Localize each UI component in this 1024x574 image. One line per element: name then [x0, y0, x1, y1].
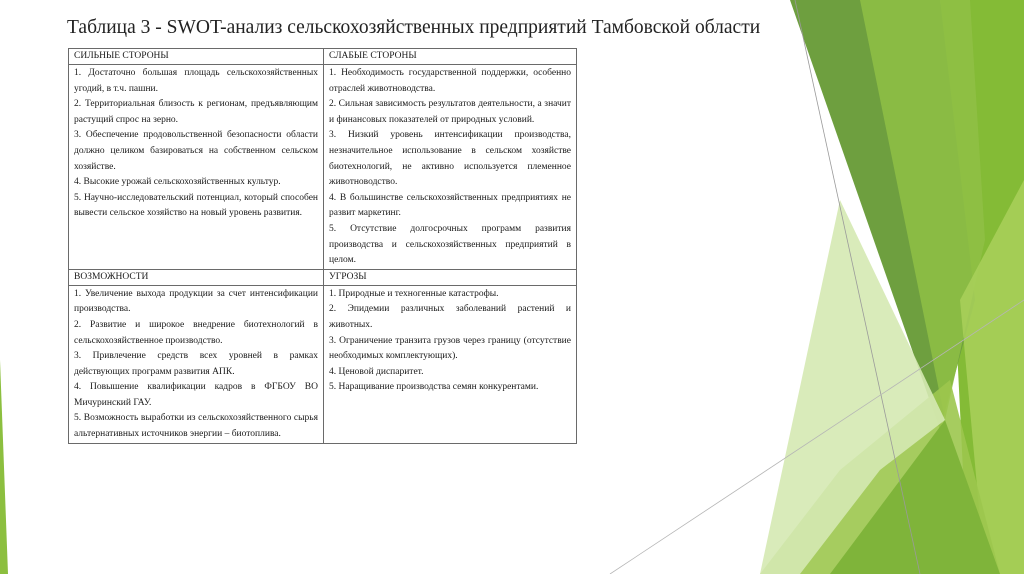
strength-item: 4. Высокие урожай сельскохозяйственных культур. [74, 177, 281, 188]
swot-content-row-top [69, 65, 577, 270]
threats-header: УГРОЗЫ [324, 269, 577, 285]
weaknesses-header: СЛАБЫЕ СТОРОНЫ [324, 49, 577, 65]
weaknesses-cell [324, 65, 577, 270]
opportunity-item: 1. Увеличение выхода продукции за счет интенсификации производства. [74, 288, 318, 315]
strengths-header: СИЛЬНЫЕ СТОРОНЫ [69, 49, 324, 65]
strength-item: 1. Достаточно большая площадь сельскохозяйственных угодий, в т.ч. пашни. [74, 68, 318, 94]
weakness-item: 4. В большинстве сельскохозяйственных предприятиях не развит маркетинг. [329, 192, 571, 219]
opportunity-item: 4. Повышение квалификации кадров в ФГБОУ ВО Мичуринский ГАУ. [74, 382, 318, 408]
threat-item: 2. Эпидемии различных заболеваний растений и животных. [329, 304, 571, 330]
swot-header-row-top [69, 49, 577, 65]
strengths-cell [69, 65, 324, 270]
opportunity-item: 3. Привлечение средств всех уровней в рамках действующих программ развития АПК. [74, 351, 318, 377]
opportunity-item: 5. Возможность выработки из сельскохозяйственного сырья альтернативных источников энергии – биотоплива. [74, 413, 318, 440]
swot-table [68, 48, 577, 444]
swot-content-row-bottom [69, 285, 577, 443]
swot-header-row-bottom [69, 269, 577, 285]
strength-item: 5. Научно-исследовательский потенциал, который способен вывести сельское хозяйство на новый уровень развития. [74, 192, 318, 219]
weakness-item: 3. Низкий уровень интенсификации производства, незначительное использование в сельском хозяйстве биотехнологий, не активно используется племенное животноводство. [329, 130, 571, 188]
weakness-item: 5. Отсутствие долгосрочных программ развития производства и сельскохозяйственных предприятий в целом. [329, 223, 571, 266]
strength-item: 3. Обеспечение продовольственной безопасности области должно целиком базироваться на собственном сельском хозяйстве. [74, 130, 318, 172]
opportunities-cell [69, 285, 324, 443]
opportunities-header: ВОЗМОЖНОСТИ [69, 269, 324, 285]
weakness-item: 1. Необходимость государственной поддержки, особенно отраслей животноводства. [329, 68, 571, 94]
threat-item: 3. Ограничение транзита грузов через границу (отсутствие необходимых комплектующих). [329, 335, 571, 362]
deco-shape-left-bar [0, 360, 8, 574]
strength-item: 2. Территориальная близость к регионам, предъявляющим растущий спрос на зерно. [74, 99, 318, 125]
threat-item: 5. Наращивание производства семян конкурентами. [329, 382, 539, 393]
slide-title: Таблица 3 - SWOT-анализ сельскохозяйственных предприятий Тамбовской области [67, 17, 761, 38]
threat-item: 1. Природные и техногенные катастрофы. [329, 288, 499, 299]
threat-item: 4. Ценовой диспаритет. [329, 366, 424, 377]
weakness-item: 2. Сильная зависимость результатов деятельности, а значит и финансовых показателей от природных условий. [329, 99, 571, 125]
threats-cell [324, 285, 577, 443]
opportunity-item: 2. Развитие и широкое внедрение биотехнологий в сельскохозяйственное производство. [74, 319, 318, 346]
